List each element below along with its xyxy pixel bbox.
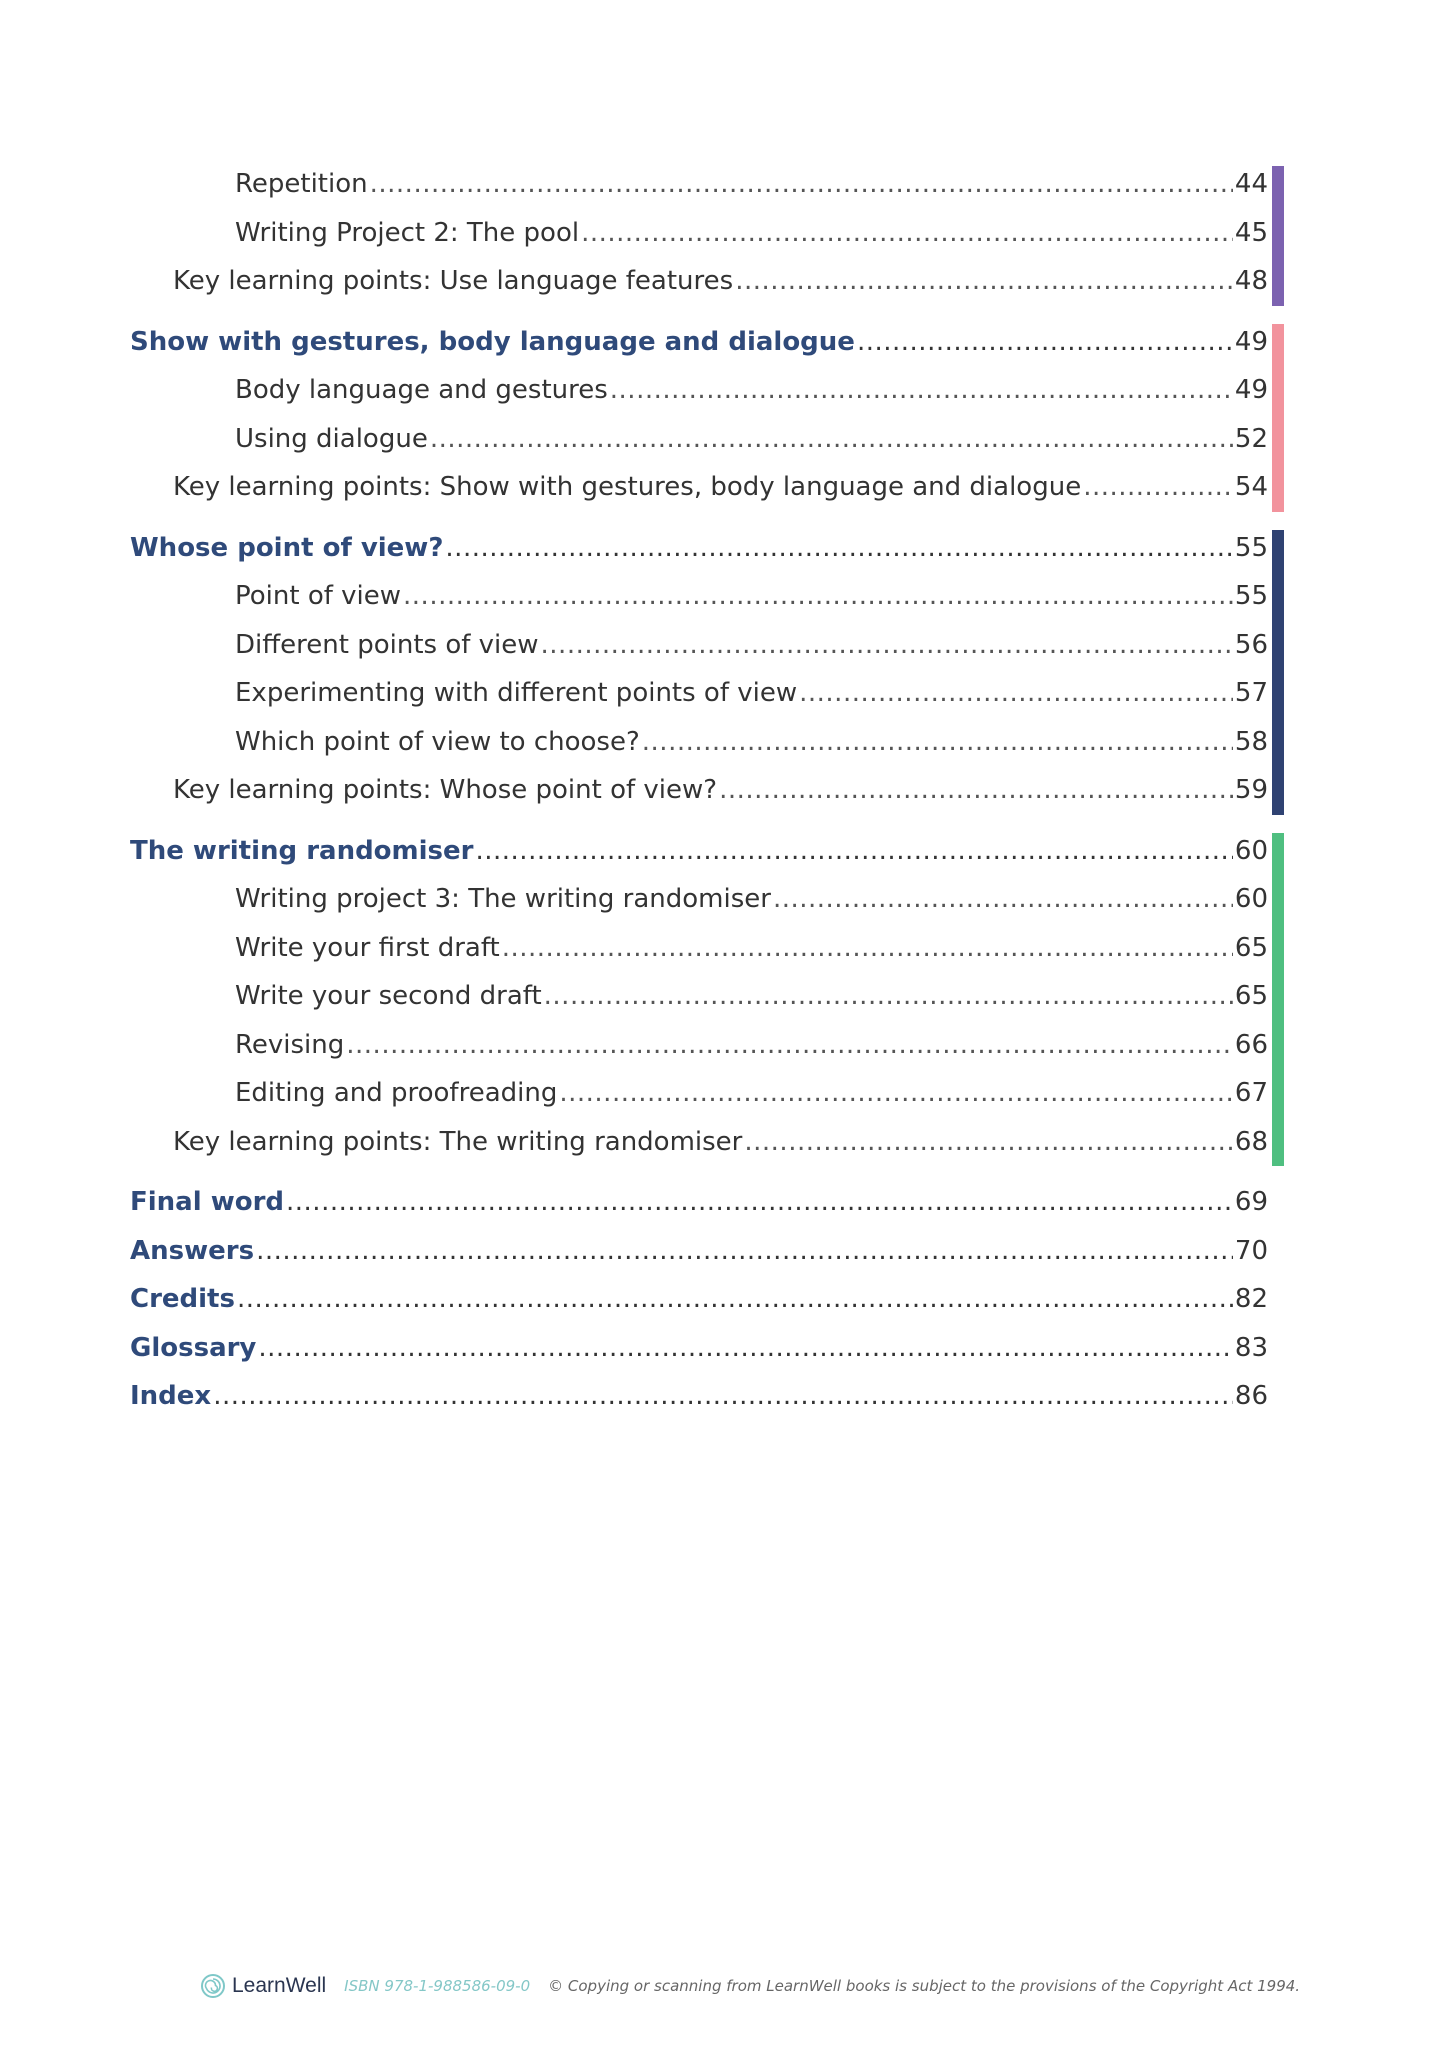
toc-entry-key-points[interactable] (130, 766, 1268, 815)
toc-entry-page: 59 (1234, 775, 1268, 805)
toc-entry-page: 60 (1234, 835, 1268, 866)
toc-entry[interactable] (130, 572, 1268, 621)
toc-entry-page: 55 (1234, 581, 1268, 611)
toc-entry-page: 82 (1234, 1284, 1268, 1314)
toc-entry-title: Which point of view to choose? (235, 726, 640, 757)
toc-entry[interactable] (130, 718, 1268, 767)
dot-leader (213, 1372, 1233, 1421)
toc-back-matter (130, 1178, 1268, 1421)
toc-entry-page: 48 (1234, 266, 1268, 296)
toc-entry-page: 54 (1234, 472, 1268, 502)
toc-entry-title: Writing project 3: The writing randomiser (235, 884, 771, 914)
toc-entry-page: 86 (1234, 1381, 1268, 1411)
dot-leader (719, 766, 1233, 815)
toc-entry[interactable] (130, 1069, 1268, 1118)
section-color-bar (1272, 833, 1284, 1167)
toc-section-gestures (130, 318, 1268, 512)
toc-entry[interactable] (130, 366, 1268, 415)
toc-entry-page: 60 (1234, 884, 1268, 914)
dot-leader (857, 318, 1233, 367)
toc-entry-title: Using dialogue (235, 423, 428, 454)
dot-leader (403, 572, 1233, 621)
toc-entry-page: 49 (1234, 326, 1268, 357)
toc-entry-title: Whose point of view? (130, 532, 444, 563)
copyright-notice: © Copying or scanning from LearnWell books is subject to the provisions of the Copyright Act 1994. (548, 1977, 1301, 1995)
toc-section-language-features (130, 160, 1268, 306)
toc-entry-title: Point of view (235, 581, 402, 611)
toc-entry-page: 67 (1234, 1078, 1268, 1108)
toc-entry-page: 58 (1234, 726, 1268, 757)
toc-entry-title: Write your first draft (235, 932, 500, 963)
dot-leader (799, 669, 1233, 718)
toc-entry[interactable] (130, 1021, 1268, 1070)
toc-entry-title: Answers (130, 1235, 255, 1266)
dot-leader (286, 1178, 1233, 1227)
dot-leader (256, 1227, 1233, 1276)
dot-leader (610, 366, 1233, 415)
toc-entry-title: Editing and proofreading (235, 1078, 558, 1108)
toc-entry-title: Glossary (130, 1332, 257, 1363)
toc-entry-title: Write your second draft (235, 981, 542, 1011)
toc-entry-key-points[interactable] (130, 257, 1268, 306)
dot-leader (744, 1118, 1233, 1167)
toc-entry-page: 56 (1234, 629, 1268, 660)
toc-chapter-heading[interactable] (130, 827, 1268, 876)
toc-section-point-of-view (130, 524, 1268, 815)
toc-entry-title: Experimenting with different points of view (235, 678, 798, 708)
toc-entry-page: 68 (1234, 1126, 1268, 1157)
dot-leader (773, 875, 1233, 924)
toc-entry-key-points[interactable] (130, 463, 1268, 512)
dot-leader (430, 415, 1233, 464)
toc-entry-page: 83 (1234, 1332, 1268, 1363)
toc-entry-title: Credits (130, 1284, 235, 1314)
toc-entry-page: 49 (1234, 375, 1268, 405)
dot-leader (370, 160, 1233, 209)
toc-entry-title: Revising (235, 1029, 345, 1060)
page-footer (200, 1968, 1300, 2004)
toc-entry-title: The writing randomiser (130, 835, 474, 866)
dot-leader (237, 1275, 1233, 1324)
toc-entry-title: Key learning points: The writing randomiser (173, 1126, 743, 1157)
toc-entry-page: 55 (1234, 532, 1268, 563)
toc-entry-title: Index (130, 1381, 212, 1411)
toc-entry[interactable] (130, 160, 1268, 209)
toc-entry-page: 69 (1234, 1187, 1268, 1217)
dot-leader (475, 827, 1232, 876)
isbn: ISBN 978-1-988586-09-0 (344, 1977, 531, 1995)
toc-entry-page: 70 (1234, 1235, 1268, 1266)
section-color-bar (1272, 324, 1284, 512)
dot-leader (541, 621, 1233, 670)
toc-glossary[interactable] (130, 1324, 1268, 1373)
section-color-bar (1272, 166, 1284, 306)
toc-chapter-heading[interactable] (130, 524, 1268, 573)
toc-entry[interactable] (130, 972, 1268, 1021)
toc-section-writing-randomiser (130, 827, 1268, 1167)
dot-leader (445, 524, 1232, 573)
dot-leader (258, 1324, 1233, 1373)
toc-entry-page: 66 (1234, 1029, 1268, 1060)
toc-answers[interactable] (130, 1227, 1268, 1276)
toc-entry[interactable] (130, 875, 1268, 924)
dot-leader (559, 1069, 1233, 1118)
learnwell-logo (200, 1973, 326, 1999)
toc-entry-page: 44 (1234, 169, 1268, 199)
toc-chapter-heading[interactable] (130, 318, 1268, 367)
toc-entry[interactable] (130, 415, 1268, 464)
toc-entry-title: Key learning points: Use language features (173, 266, 734, 296)
toc-entry[interactable] (130, 621, 1268, 670)
toc-entry-page: 57 (1234, 678, 1268, 708)
toc-entry-page: 65 (1234, 981, 1268, 1011)
toc-entry-title: Key learning points: Whose point of view? (173, 775, 718, 805)
toc-entry-title: Key learning points: Show with gestures, body language and dialogue (173, 472, 1082, 502)
dot-leader (642, 718, 1233, 767)
dot-leader (581, 209, 1233, 258)
toc-entry-title: Repetition (235, 169, 368, 199)
dot-leader (735, 257, 1233, 306)
toc-entry-page: 52 (1234, 423, 1268, 454)
toc-entry[interactable] (130, 669, 1268, 718)
toc-entry-title: Final word (130, 1187, 285, 1217)
toc-entry-title: Writing Project 2: The pool (235, 217, 580, 248)
swirl-icon (200, 1973, 226, 1999)
dot-leader (346, 1021, 1233, 1070)
toc-final-word[interactable] (130, 1178, 1268, 1227)
toc-entry-page: 45 (1234, 217, 1268, 248)
toc-entry-page: 65 (1234, 932, 1268, 963)
toc-entry-key-points[interactable] (130, 1118, 1268, 1167)
dot-leader (544, 972, 1233, 1021)
toc-entry[interactable] (130, 924, 1268, 973)
dot-leader (1083, 463, 1233, 512)
toc-index[interactable] (130, 1372, 1268, 1421)
toc-entry[interactable] (130, 209, 1268, 258)
toc-entry-title: Show with gestures, body language and dialogue (130, 326, 855, 357)
toc-credits[interactable] (130, 1275, 1268, 1324)
brand-name: LearnWell (232, 1974, 327, 1997)
section-color-bar (1272, 530, 1284, 815)
dot-leader (502, 924, 1233, 973)
table-of-contents (130, 160, 1268, 1421)
toc-entry-title: Different points of view (235, 629, 539, 660)
toc-entry-title: Body language and gestures (235, 375, 608, 405)
